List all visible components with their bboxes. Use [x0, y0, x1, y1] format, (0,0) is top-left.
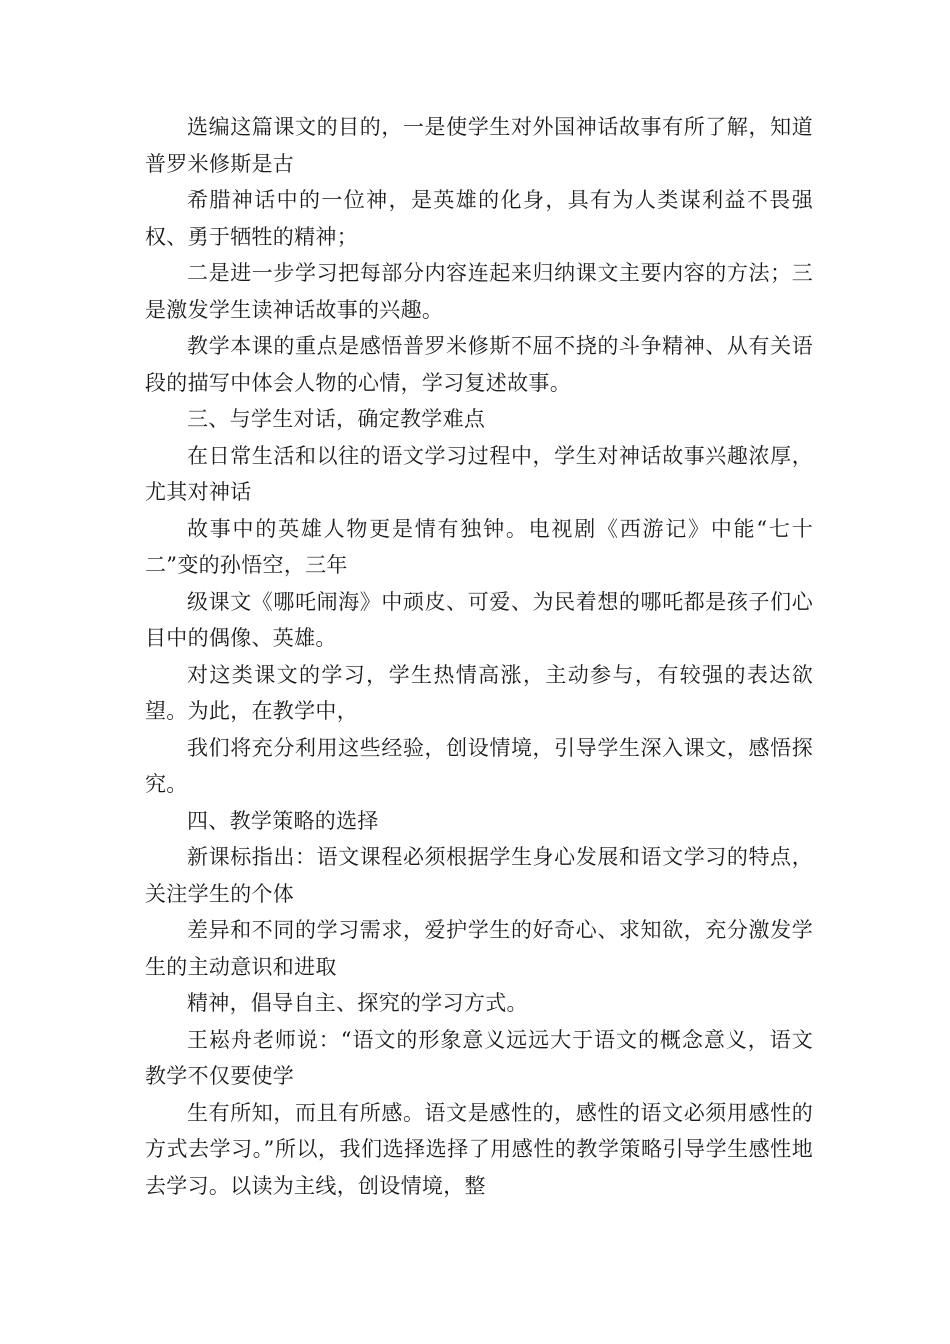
- paragraph: 教学本课的重点是感悟普罗米修斯不屈不挠的斗争精神、从有关语段的描写中体会人物的心情，学习复述故事。: [145, 334, 813, 395]
- paragraph: 对这类课文的学习，学生热情高涨，主动参与，有较强的表达欲望。为此，在教学中，: [145, 662, 813, 723]
- paragraph: 故事中的英雄人物更是情有独钟。电视剧《西游记》中能“七十二”变的孙悟空，三年: [145, 516, 813, 577]
- paragraph: 差异和不同的学习需求，爱护学生的好奇心、求知欲，充分激发学生的主动意识和进取: [145, 918, 813, 979]
- paragraph: 二是进一步学习把每部分内容连起来归纳课文主要内容的方法；三是激发学生读神话故事的兴趣。: [145, 261, 813, 322]
- paragraph: 在日常生活和以往的语文学习过程中，学生对神话故事兴趣浓厚，尤其对神话: [145, 443, 813, 504]
- paragraph: 我们将充分利用这些经验，创设情境，引导学生深入课文，感悟探究。: [145, 735, 813, 796]
- paragraph: 新课标指出：语文课程必须根据学生身心发展和语文学习的特点，关注学生的个体: [145, 845, 813, 906]
- paragraph: 选编这篇课文的目的，一是使学生对外国神话故事有所了解，知道普罗米修斯是古: [145, 115, 813, 176]
- paragraph: 希腊神话中的一位神，是英雄的化身，具有为人类谋利益不畏强权、勇于牺牲的精神；: [145, 188, 813, 249]
- paragraph: 生有所知，而且有所感。语文是感性的，感性的语文必须用感性的方式去学习。”所以，我们选择选择了用感性的教学策略引导学生感性地去学习。以读为主线，创设情境，整: [145, 1100, 813, 1198]
- paragraph: 精神，倡导自主、探究的学习方式。: [187, 991, 528, 1015]
- section-heading: 四、教学策略的选择: [187, 808, 379, 833]
- paragraph: 王崧舟老师说：“语文的形象意义远远大于语文的概念意义，语文教学不仅要使学: [145, 1027, 813, 1088]
- section-heading: 三、与学生对话，确定教学难点: [187, 407, 486, 431]
- document-body: [145, 109, 813, 1204]
- paragraph: 级课文《哪吒闹海》中顽皮、可爱、为民着想的哪吒都是孩子们心目中的偶像、英雄。: [145, 589, 813, 650]
